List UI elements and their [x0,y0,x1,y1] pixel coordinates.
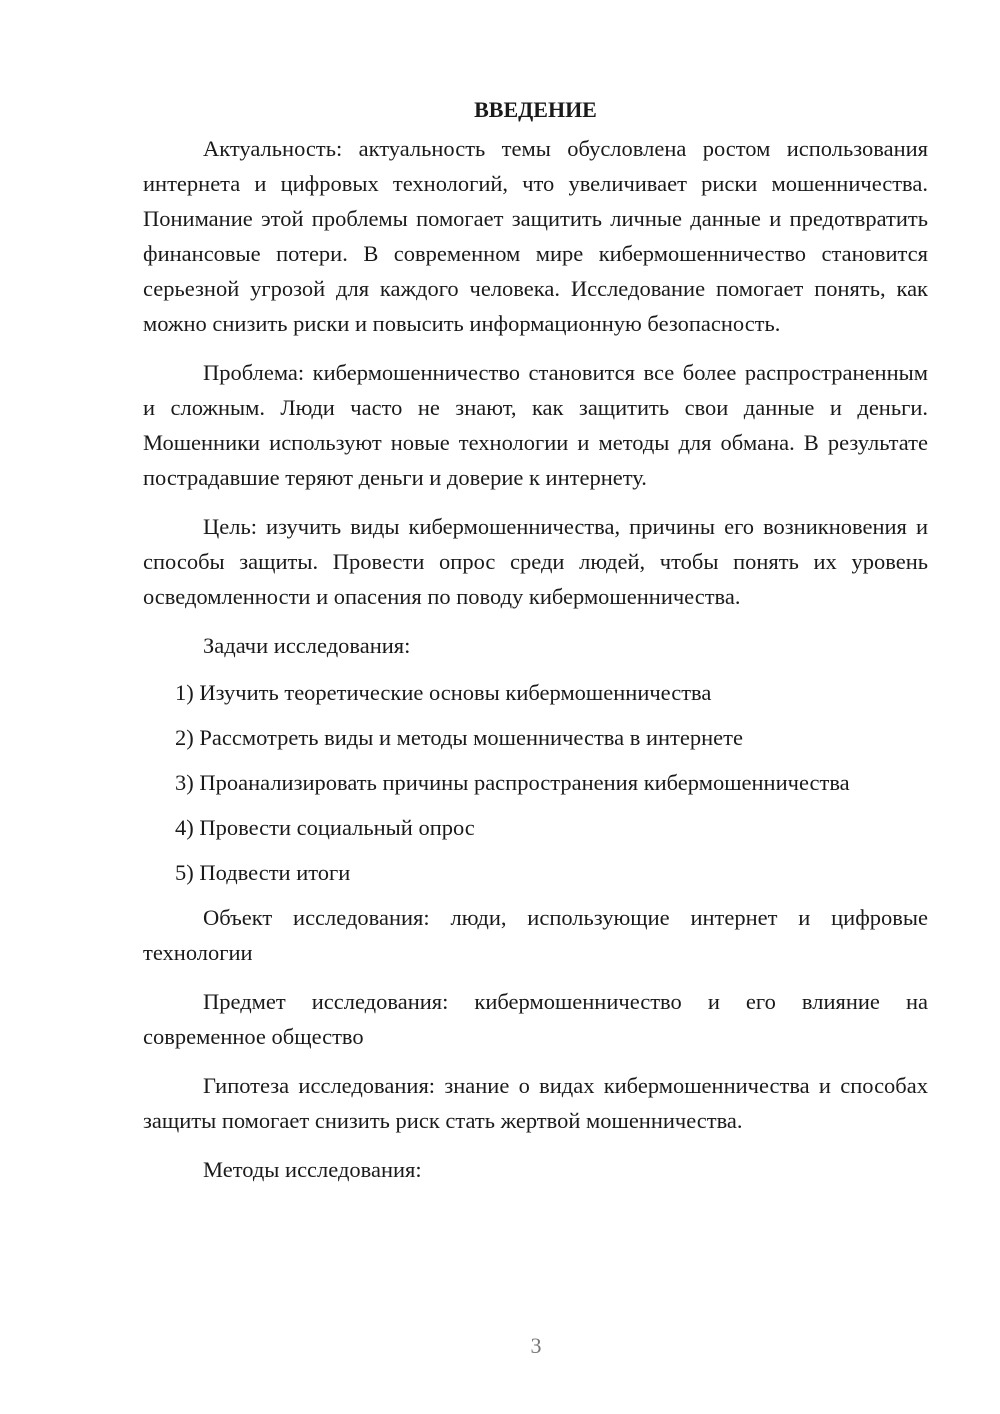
paragraph-relevance: Актуальность: актуальность темы обусловлена ростом использования интернета и цифровых технологий, что увеличивает риски мошенничества. Понимание этой проблемы помогает защитить личные данные и предотвратить финансовые потери. В современном мире кибермошенничество становится серьезной угрозой для каждого человека. Исследование помогает понять, как можно снизить риски и повысить информационную безопасность. [143,136,928,336]
list-item: 1) Изучить теоретические основы кибермошенничества [175,680,712,705]
paragraph-goal: Цель: изучить виды кибермошенничества, причины его возникновения и способы защиты. Провести опрос среди людей, чтобы понять их уровень осведомленности и опасения по поводу кибермошенничества. [143,514,928,609]
list-item: 3) Проанализировать причины распространения кибермошенничества [175,770,850,795]
document-page [143,92,928,1201]
tasks-list [143,675,928,890]
list-item: 2) Рассмотреть виды и методы мошенничества в интернете [175,725,743,750]
paragraph-problem: Проблема: кибермошенничество становится все более распространенным и сложным. Люди часто не знают, как защитить свои данные и деньги. Мошенники используют новые технологии и методы для обмана. В результате пострадавшие теряют деньги и доверие к интернету. [143,360,928,490]
page-title: ВВЕДЕНИЕ [474,97,597,122]
page-number: 3 [530,1333,542,1358]
paragraph-hypothesis: Гипотеза исследования: знание о видах кибермошенничества и способах защиты помогает снизить риск стать жертвой мошенничества. [143,1073,928,1133]
list-item: 5) Подвести итоги [175,860,351,885]
paragraph-methods: Методы исследования: [203,1157,422,1182]
paragraph-object: Объект исследования: люди, использующие интернет и цифровые технологии [143,905,928,965]
list-item: 4) Провести социальный опрос [175,815,475,840]
tasks-heading: Задачи исследования: [203,633,411,658]
paragraph-subject: Предмет исследования: кибермошенничество и его влияние на современное общество [143,989,928,1049]
